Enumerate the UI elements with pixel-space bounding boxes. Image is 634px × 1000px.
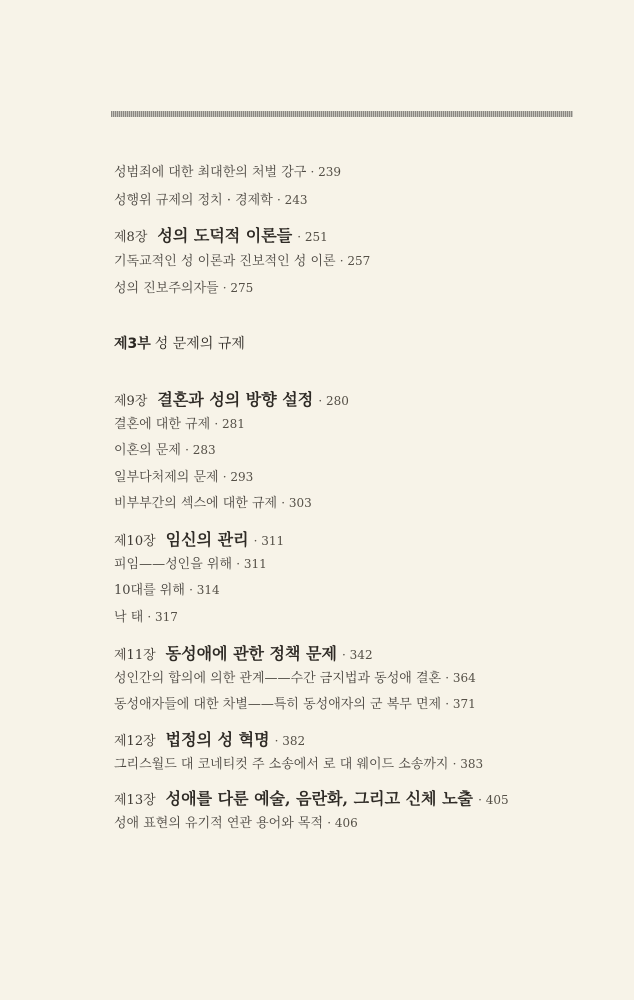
toc-item[interactable]: [114, 444, 584, 457]
chapter-heading[interactable]: [114, 227, 584, 244]
toc-item[interactable]: [114, 817, 584, 830]
toc-item-title: 기독교적인 성 이론과 진보적인 성 이론: [114, 254, 336, 269]
table-of-contents: [114, 158, 584, 830]
toc-item-page: · 406: [327, 816, 358, 830]
chapter-page: · 342: [342, 648, 373, 662]
toc-item-page: · 317: [147, 610, 178, 624]
toc-item[interactable]: [114, 584, 584, 597]
chapter-heading[interactable]: [114, 731, 584, 748]
toc-item-page: · 281: [214, 417, 245, 431]
chapter-title: 동성애에 관한 정책 문제: [165, 644, 337, 663]
toc-item[interactable]: [114, 418, 584, 431]
part-number: 제3부: [114, 336, 151, 352]
toc-item-title: 성인간의 합의에 의한 관계——수간 금지법과 동성애 결혼: [114, 671, 442, 686]
toc-item[interactable]: [114, 611, 584, 624]
toc-item-title: 이혼의 문제: [114, 443, 181, 458]
chapter-page: · 382: [274, 734, 306, 748]
part-title: 성 문제의 규제: [154, 336, 245, 352]
toc-item[interactable]: [114, 194, 584, 207]
toc-item-page: · 371: [445, 697, 476, 711]
toc-item[interactable]: [114, 758, 584, 771]
header-rule: [111, 111, 573, 117]
toc-item-page: · 314: [189, 583, 220, 597]
toc-item[interactable]: [114, 698, 584, 711]
toc-item-title: 피임——성인을 위해: [114, 557, 233, 572]
toc-item-page: · 283: [185, 443, 216, 457]
chapter-number: 제9장: [114, 394, 148, 409]
toc-item-title: 10대를 위해: [114, 583, 185, 598]
toc-item[interactable]: [114, 672, 584, 685]
toc-item-title: 일부다처제의 문제: [114, 470, 219, 485]
chapter-page: · 251: [297, 230, 328, 244]
chapter-page: · 311: [253, 534, 285, 548]
chapter-number: 제13장: [114, 793, 156, 808]
toc-item[interactable]: [114, 166, 584, 179]
chapter-heading[interactable]: [114, 790, 584, 807]
toc-item[interactable]: [114, 558, 584, 571]
toc-item-title: 결혼에 대한 규제: [114, 417, 211, 432]
toc-item-title: 동성애자들에 대한 차별——특히 동성애자의 군 복무 면제: [114, 697, 442, 712]
chapter-title: 법정의 성 혁명: [165, 730, 270, 749]
toc-item-title: 낙 태: [114, 610, 144, 625]
chapter-title: 결혼과 성의 방향 설정: [157, 390, 314, 409]
toc-item-page: · 275: [222, 281, 254, 295]
toc-item-page: · 311: [236, 557, 267, 571]
chapter-number: 제8장: [114, 230, 148, 245]
toc-item-title: 비부부간의 섹스에 대한 규제: [114, 496, 278, 511]
toc-item-title: 성애 표현의 유기적 연관 용어와 목적: [114, 816, 324, 831]
toc-item-title: 성행위 규제의 정치 · 경제학: [114, 193, 273, 208]
chapter-page: · 405: [478, 793, 509, 807]
toc-item-page: · 239: [310, 165, 342, 179]
toc-item-page: · 364: [445, 671, 476, 685]
toc-item-title: 그리스월드 대 코네티컷 주 소송에서 로 대 웨이드 소송까지: [114, 757, 449, 772]
toc-item-title: 성의 진보주의자들: [114, 281, 219, 296]
toc-item-page: · 257: [339, 254, 371, 268]
chapter-title: 성의 도덕적 이론들: [157, 226, 293, 245]
chapter-title: 성애를 다룬 예술, 음란화, 그리고 신체 노출: [165, 789, 473, 808]
chapter-heading[interactable]: [114, 531, 584, 548]
toc-item-page: · 303: [281, 496, 312, 510]
chapter-heading[interactable]: [114, 391, 584, 408]
toc-item-page: · 243: [276, 193, 308, 207]
chapter-heading[interactable]: [114, 645, 584, 662]
part-heading[interactable]: [114, 334, 584, 351]
chapter-number: 제10장: [114, 534, 156, 549]
toc-item[interactable]: [114, 255, 584, 268]
toc-item-title: 성범죄에 대한 최대한의 처벌 강구: [114, 165, 307, 180]
chapter-title: 임신의 관리: [165, 530, 249, 549]
toc-item-page: · 383: [452, 757, 484, 771]
toc-item[interactable]: [114, 471, 584, 484]
chapter-number: 제11장: [114, 648, 156, 663]
chapter-page: · 280: [318, 394, 349, 408]
toc-item[interactable]: [114, 282, 584, 295]
chapter-number: 제12장: [114, 734, 156, 749]
toc-item-page: · 293: [222, 470, 254, 484]
toc-item[interactable]: [114, 497, 584, 510]
